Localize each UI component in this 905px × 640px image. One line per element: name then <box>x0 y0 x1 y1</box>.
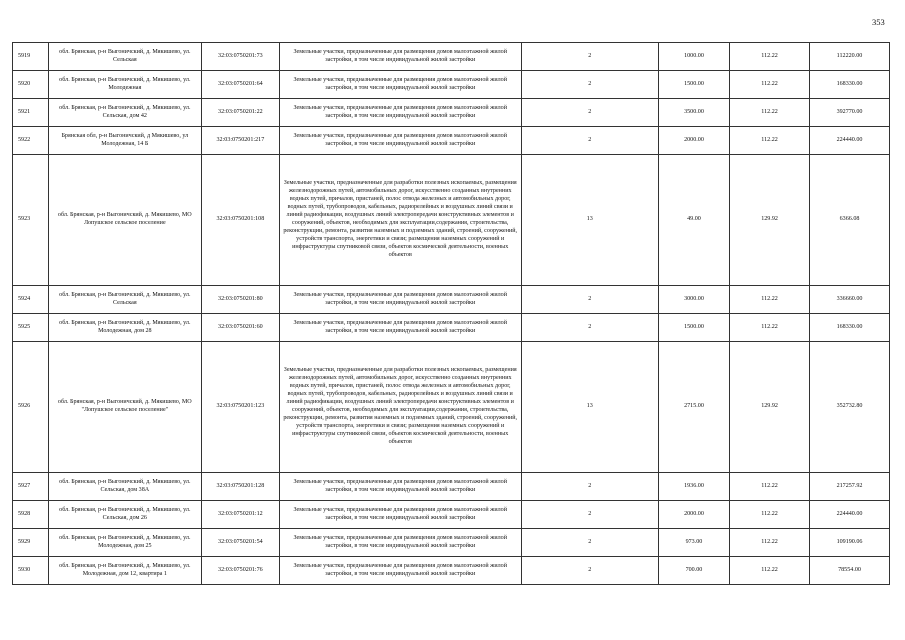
row-category: 2 <box>521 473 658 501</box>
row-area: 1500.00 <box>658 314 729 342</box>
row-category: 13 <box>521 155 658 286</box>
row-number: 5927 <box>13 473 49 501</box>
row-number: 5923 <box>13 155 49 286</box>
row-number: 5929 <box>13 529 49 557</box>
row-cadastral-number: 32:03:0750201:108 <box>202 155 280 286</box>
row-land-use: Земельные участки, предназначенные для размещения домов малоэтажной жилой застройки, в том числе индивидуальной жилой застройки <box>279 501 521 529</box>
table-row <box>13 127 890 155</box>
row-category: 2 <box>521 501 658 529</box>
row-cadastral-value: 78554.00 <box>810 557 890 585</box>
row-rate: 112.22 <box>730 71 810 99</box>
row-number: 5926 <box>13 342 49 473</box>
row-address: обл. Брянская, р-н Выгоничский, д. Мякишево, ул. Сельская <box>48 286 201 314</box>
page-number: 353 <box>872 17 885 27</box>
row-land-use: Земельные участки, предназначенные для размещения домов малоэтажной жилой застройки, в том числе индивидуальной жилой застройки <box>279 43 521 71</box>
row-address: обл. Брянская, р-н Выгоничский, д. Мякишево, ул. Молодежная, дом 25 <box>48 529 201 557</box>
table-row <box>13 473 890 501</box>
row-land-use: Земельные участки, предназначенные для разработки полезных ископаемых, размещения железнодорожных путей, автомобильных дорог, искусственно созданных внутренних водных путей, причалов, пристаней, полос отвода железных и автомобильных дорог, водных путей, трубопроводов, кабельных, радиорелейных и воздушных линий связи и линий радиофикации, воздушных линий электропередачи конструктивных элементов и сооружений, объектов, необходимых для эксплуатации,содержания, строительства, реконструкции, ремонта, развития наземных и подземных зданий, строений, сооружений, устройств транспорта, энергетики и связи; размещения наземных сооружений и инфраструктуры спутниковой связи, объектов космической деятельности, военных объектов <box>279 155 521 286</box>
row-number: 5930 <box>13 557 49 585</box>
row-address: обл. Брянская, р-н Выгоничский, д. Мякишево, ул. Сельская, дом 26 <box>48 501 201 529</box>
row-cadastral-number: 32:03:0750201:22 <box>202 99 280 127</box>
row-cadastral-number: 32:03:0750201:73 <box>202 43 280 71</box>
row-category: 2 <box>521 314 658 342</box>
row-number: 5928 <box>13 501 49 529</box>
row-rate: 112.22 <box>730 314 810 342</box>
table-row <box>13 99 890 127</box>
row-cadastral-value: 224440.00 <box>810 501 890 529</box>
row-category: 2 <box>521 99 658 127</box>
row-cadastral-number: 32:03:0750201:80 <box>202 286 280 314</box>
row-land-use: Земельные участки, предназначенные для размещения домов малоэтажной жилой застройки, в том числе индивидуальной жилой застройки <box>279 71 521 99</box>
row-address: обл. Брянская, р-н Выгоничский, д. Мякишево, ул. Молодежная <box>48 71 201 99</box>
row-address: обл. Брянская, р-н Выгоничский, д. Мякишево, ул. Сельская, дом 38А <box>48 473 201 501</box>
row-land-use: Земельные участки, предназначенные для размещения домов малоэтажной жилой застройки, в том числе индивидуальной жилой застройки <box>279 529 521 557</box>
table-row <box>13 342 890 473</box>
row-cadastral-number: 32:03:0750201:217 <box>202 127 280 155</box>
row-rate: 112.22 <box>730 473 810 501</box>
row-number: 5922 <box>13 127 49 155</box>
row-area: 973.00 <box>658 529 729 557</box>
row-cadastral-number: 32:03:0750201:128 <box>202 473 280 501</box>
row-address: обл. Брянская, р-н Выгоничский, д. Мякишево, ул. Молодежная, дом 12, квартира 1 <box>48 557 201 585</box>
row-land-use: Земельные участки, предназначенные для размещения домов малоэтажной жилой застройки, в том числе индивидуальной жилой застройки <box>279 99 521 127</box>
row-land-use: Земельные участки, предназначенные для размещения домов малоэтажной жилой застройки, в том числе индивидуальной жилой застройки <box>279 286 521 314</box>
table-row <box>13 286 890 314</box>
row-cadastral-value: 109190.06 <box>810 529 890 557</box>
row-area: 1000.00 <box>658 43 729 71</box>
cadastral-value-table <box>12 42 890 585</box>
row-category: 2 <box>521 127 658 155</box>
row-cadastral-number: 32:03:0750201:60 <box>202 314 280 342</box>
row-land-use: Земельные участки, предназначенные для размещения домов малоэтажной жилой застройки, в том числе индивидуальной жилой застройки <box>279 473 521 501</box>
row-cadastral-value: 392770.00 <box>810 99 890 127</box>
row-cadastral-value: 217257.92 <box>810 473 890 501</box>
row-rate: 129.92 <box>730 155 810 286</box>
row-number: 5925 <box>13 314 49 342</box>
row-area: 700.00 <box>658 557 729 585</box>
row-number: 5920 <box>13 71 49 99</box>
row-cadastral-value: 168330.00 <box>810 314 890 342</box>
row-cadastral-number: 32:03:0750201:76 <box>202 557 280 585</box>
row-rate: 112.22 <box>730 43 810 71</box>
row-cadastral-number: 32:03:0750201:54 <box>202 529 280 557</box>
row-cadastral-value: 6366.08 <box>810 155 890 286</box>
row-address: Брянская обл, р-н Выгоничский, д Мякишево, ул Молодежная, 14 Б <box>48 127 201 155</box>
row-address: обл. Брянская, р-н Выгоничский, д. Мякишево, ул. Сельская <box>48 43 201 71</box>
row-rate: 112.22 <box>730 501 810 529</box>
row-area: 3500.00 <box>658 99 729 127</box>
row-address: обл. Брянская, р-н Выгоничский, д. Мякишево, ул. Молодежная, дом 28 <box>48 314 201 342</box>
row-address: обл. Брянская, р-н Выгоничский, д. Мякишево, МО "Лопушское сельское поселение" <box>48 342 201 473</box>
row-rate: 112.22 <box>730 557 810 585</box>
table-row <box>13 501 890 529</box>
row-address: обл. Брянская, р-н Выгоничский, д. Мякишево, ул. Сельская, дом 42 <box>48 99 201 127</box>
row-category: 2 <box>521 286 658 314</box>
row-rate: 129.92 <box>730 342 810 473</box>
row-category: 2 <box>521 71 658 99</box>
row-land-use: Земельные участки, предназначенные для разработки полезных ископаемых, размещения железнодорожных путей, автомобильных дорог, искусственно созданных внутренних водных путей, причалов, пристаней, полос отвода железных и автомобильных дорог, водных путей, трубопроводов, кабельных, радиорелейных и воздушных линий связи и линий радиофикации, воздушных линий электропередачи конструктивных элементов и сооружений, объектов, необходимых для эксплуатации,содержания, строительства, реконструкции, ремонта, развития наземных и подземных зданий, строений, сооружений, устройств транспорта, энергетики и связи; размещения наземных сооружений и инфраструктуры спутниковой связи, объектов космической деятельности, военных объектов <box>279 342 521 473</box>
row-category: 2 <box>521 557 658 585</box>
row-category: 13 <box>521 342 658 473</box>
table-row <box>13 71 890 99</box>
row-area: 1500.00 <box>658 71 729 99</box>
row-area: 1936.00 <box>658 473 729 501</box>
row-land-use: Земельные участки, предназначенные для размещения домов малоэтажной жилой застройки, в том числе индивидуальной жилой застройки <box>279 314 521 342</box>
row-land-use: Земельные участки, предназначенные для размещения домов малоэтажной жилой застройки, в том числе индивидуальной жилой застройки <box>279 557 521 585</box>
row-area: 2000.00 <box>658 501 729 529</box>
row-rate: 112.22 <box>730 529 810 557</box>
row-rate: 112.22 <box>730 99 810 127</box>
row-cadastral-number: 32:03:0750201:123 <box>202 342 280 473</box>
row-cadastral-number: 32:03:0750201:12 <box>202 501 280 529</box>
row-area: 3000.00 <box>658 286 729 314</box>
row-area: 2000.00 <box>658 127 729 155</box>
row-cadastral-value: 352732.80 <box>810 342 890 473</box>
row-rate: 112.22 <box>730 127 810 155</box>
row-cadastral-value: 112220.00 <box>810 43 890 71</box>
table-row <box>13 314 890 342</box>
row-category: 2 <box>521 43 658 71</box>
row-land-use: Земельные участки, предназначенные для размещения домов малоэтажной жилой застройки, в том числе индивидуальной жилой застройки <box>279 127 521 155</box>
table-row <box>13 43 890 71</box>
row-number: 5924 <box>13 286 49 314</box>
row-area: 49.00 <box>658 155 729 286</box>
row-category: 2 <box>521 529 658 557</box>
row-cadastral-number: 32:03:0750201:64 <box>202 71 280 99</box>
row-number: 5921 <box>13 99 49 127</box>
row-cadastral-value: 224440.00 <box>810 127 890 155</box>
row-rate: 112.22 <box>730 286 810 314</box>
row-address: обл. Брянская, р-н Выгоничский, д. Мякишево, МО Лопушское сельское поселение <box>48 155 201 286</box>
table-row <box>13 557 890 585</box>
table-row <box>13 155 890 286</box>
row-number: 5919 <box>13 43 49 71</box>
row-cadastral-value: 168330.00 <box>810 71 890 99</box>
row-cadastral-value: 336660.00 <box>810 286 890 314</box>
row-area: 2715.00 <box>658 342 729 473</box>
table-row <box>13 529 890 557</box>
